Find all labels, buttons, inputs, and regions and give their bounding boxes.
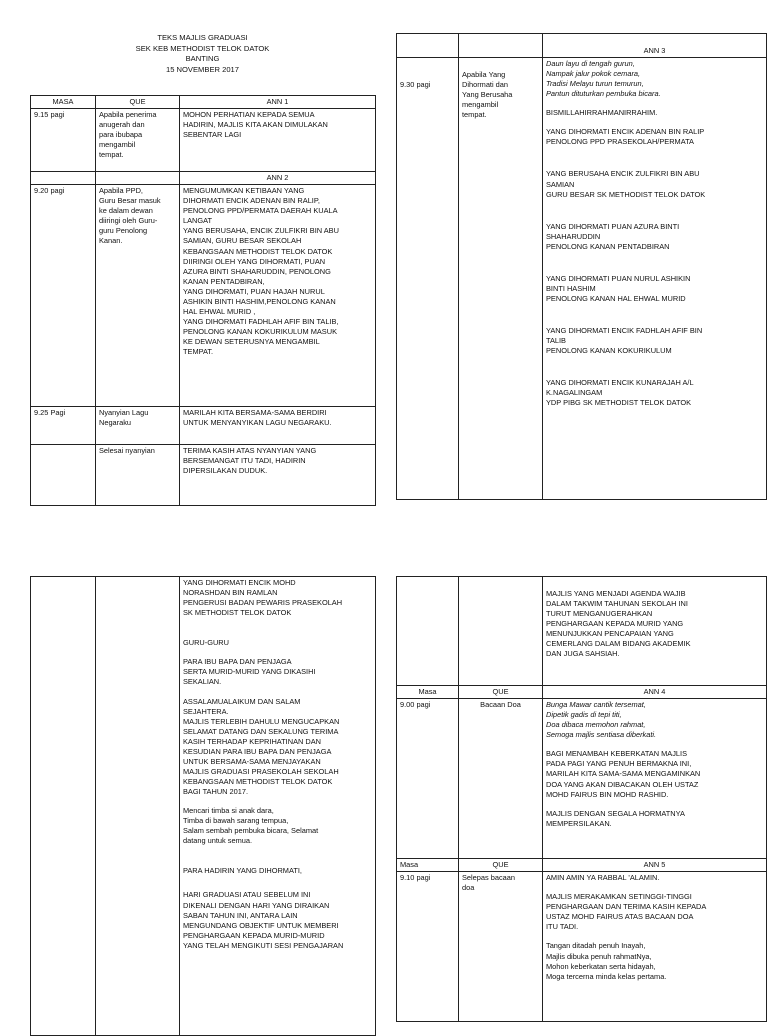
col-masa: Masa: [397, 686, 459, 699]
cell-masa: 9.20 pagi: [31, 185, 96, 407]
paragraph: YANG DIHORMATI ENCIK FADHLAH AFIF BIN TALIB PENOLONG KANAN KOKURIKULUM: [546, 326, 703, 356]
table-row: [31, 185, 376, 407]
col-masa: MASA: [31, 96, 96, 109]
paragraph: PARA HADIRIN YANG DIHORMATI,: [183, 866, 302, 876]
pantun: Bunga Mawar cantik tersemat, Dipetik gadis di tepi titi, Doa dibaca memohon rahmat, Semoga majlis sentiasa diberkati.: [546, 700, 657, 740]
paragraph: YANG DIHORMATI ENCIK MOHD NORASHDAN BIN RAMLAN PENGERUSI BADAN PEWARIS PRASEKOLAH SK METHODIST TELOK DATOK: [183, 578, 343, 618]
cell-que: Selesai nyanyian: [96, 445, 180, 506]
table-row: [31, 109, 376, 172]
col-ann5: ANN 5: [543, 859, 767, 872]
cell-ann: TERIMA KASIH ATAS NYANYIAN YANG BERSEMANGAT ITU TADI, HADIRIN DIPERSILAKAN DUDUK.: [180, 445, 376, 506]
cell-ann: MAJLIS YANG MENJADI AGENDA WAJIB DALAM TAKWIM TAHUNAN SEKOLAH INI TURUT MENGANUGERAHKAN PENGHARGAAN KEPADA MURID YANG MENUNJUKKAN PENCAPAIAN YANG CEMERLANG DALAM BIDANG AKADEMIK DAN JUGA SAHSIAH.: [543, 577, 767, 686]
table-row: [397, 577, 767, 686]
cell-ann: MENGUMUMKAN KETIBAAN YANG DIHORMATI ENCIK ADENAN BIN RALIP, PENOLONG PPD/PERMATA DAERAH KUALA LANGAT YANG BERUSAHA, ENCIK ZULFIKRI BIN ABU SAMIAN, GURU BESAR SEKOLAH KEBANGSAAN METHODIST TELOK DATOK DIIRINGI OLEH YANG DIHORMATI, PUAN AZURA BINTI SHAHARUDDIN, PENOLONG KANAN PENTADBIRAN, YANG DIHORMATI, PUAN HAJAH NURUL ASHIKIN BINTI HASHIM,PENOLONG KANAN HAL EHWAL MURID , YANG DIHORMATI FADHLAH AFIF BIN TALIB, PENOLONG KANAN KOKURIKULUM MASUK KE DEWAN SETERUSNYA MENGAMBIL TEMPAT.: [180, 185, 376, 407]
col-ann1: ANN 1: [180, 96, 376, 109]
paragraph: YANG DIHORMATI ENCIK ADENAN BIN RALIP PENOLONG PPD PRASEKOLAH/PERMATA: [546, 127, 705, 147]
paragraph: MAJLIS DENGAN SEGALA HORMATNYA MEMPERSILAKAN.: [546, 808, 685, 828]
header-town: BANTING: [185, 54, 220, 64]
paragraph: YANG DIHORMATI ENCIK KUNARAJAH A/L K.NAGALINGAM YDP PIBG SK METHODIST TELOK DATOK: [546, 378, 694, 408]
document-header: [30, 33, 375, 76]
col-ann3: ANN 3: [543, 34, 767, 58]
table-header-row: [31, 96, 376, 109]
paragraph: YANG DIHORMATI PUAN NURUL ASHIKIN BINTI HASHIM PENOLONG KANAN HAL EHWAL MURID: [546, 273, 691, 303]
table-header-row: [397, 34, 767, 58]
schedule-table-4: [396, 576, 767, 1022]
col-que: QUE: [96, 96, 180, 109]
table-row: [397, 58, 767, 500]
cell-ann: [180, 577, 376, 1036]
table-header-row: [397, 859, 767, 872]
schedule-table-3: [30, 576, 376, 1036]
cell-ann: [543, 699, 767, 859]
paragraph: BISMILLAHIRRAHMANIRRAHIM.: [546, 108, 658, 118]
pantun: Daun layu di tengah gurun, Nampak jalur pokok cemara, Tradisi Melayu turun temurun, Pantun dituturkan pembuka bicara.: [546, 59, 661, 99]
table-header-row: [397, 686, 767, 699]
col-ann4: ANN 4: [543, 686, 767, 699]
table-row: [31, 577, 376, 1036]
cell-masa: 9.10 pagi: [397, 872, 459, 1022]
table-row: [31, 407, 376, 445]
cell-masa: 9.25 Pagi: [31, 407, 96, 445]
paragraph: YANG BERUSAHA ENCIK ZULFIKRI BIN ABU SAMIAN GURU BESAR SK METHODIST TELOK DATOK: [546, 169, 706, 199]
cell-que: Apabila PPD, Guru Besar masuk ke dalam dewan diiringi oleh Guru- guru Penolong Kanan.: [96, 185, 180, 407]
col-masa: Masa: [397, 859, 459, 872]
cell-masa: 9.00 pagi: [397, 699, 459, 859]
cell-ann: [543, 58, 767, 500]
col-que: QUE: [459, 859, 543, 872]
cell-ann: MARILAH KITA BERSAMA-SAMA BERDIRI UNTUK MENYANYIKAN LAGU NEGARAKU.: [180, 407, 376, 445]
header-title: TEKS MAJLIS GRADUASI: [157, 33, 248, 42]
paragraph: AMIN AMIN YA RABBAL 'ALAMIN.: [546, 873, 660, 883]
paragraph: GURU-GURU: [183, 638, 229, 648]
cell-que: Selepas bacaan doa: [459, 872, 543, 1022]
table-row: [31, 445, 376, 506]
paragraph: PARA IBU BAPA DAN PENJAGA SERTA MURID-MURID YANG DIKASIHI SEKALIAN.: [183, 657, 316, 687]
schedule-table-2: [396, 33, 767, 500]
table-row: [397, 872, 767, 1022]
cell-masa: 9.15 pagi: [31, 109, 96, 172]
paragraph: Tangan ditadah penuh Inayah, Majlis dibuka penuh rahmatNya, Mohon keberkatan serta hidayah, Moga tercerna minda kelas pertama.: [546, 941, 667, 981]
col-ann2: ANN 2: [180, 172, 376, 185]
cell-ann: MOHON PERHATIAN KEPADA SEMUA HADIRIN, MAJLIS KITA AKAN DIMULAKAN SEBENTAR LAGI: [180, 109, 376, 172]
cell-que: Bacaan Doa: [459, 699, 543, 859]
paragraph: ASSALAMUALAIKUM DAN SALAM SEJAHTERA. MAJLIS TERLEBIH DAHULU MENGUCAPKAN SELAMAT DATANG DAN SEKALUNG TERIMA KASIH TERHADAP KEPRIHATINAN DAN KESUDIAN PARA IBU BAPA DAN PENJAGA UNTUK BERSAMA-SAMA MENJAYAKAN MAJLIS GRADUASI PRASEKOLAH SEKOLAH KEBANGSAAN METHODIST TELOK DATOK BAGI TAHUN 2017.: [183, 696, 340, 797]
header-date: 15 NOVEMBER 2017: [165, 64, 240, 74]
col-que: QUE: [459, 686, 543, 699]
paragraph: BAGI MENAMBAH KEBERKATAN MAJLIS PADA PAGI YANG PENUH BERMAKNA INI, MARILAH KITA SAMA-SAMA MENGAMINKAN DOA YANG AKAN DIBACAKAN OLEH USTAZ MOHD FAIRUS BIN MOHD RASHID.: [546, 749, 701, 799]
ann-header-row: [31, 172, 376, 185]
paragraph: HARI GRADUASI ATAU SEBELUM INI DIKENALI DENGAN HARI YANG DIRAIKAN SABAN TAHUN INI, ANTARA LAIN MENGUNDANG OBJEKTIF UNTUK MEMBERI PENGHARGAAN KEPADA MURID-MURID YANG TELAH MENGIKUTI SESI PENGAJARAN: [183, 890, 344, 950]
header-school: SEK KEB METHODIST TELOK DATOK: [135, 43, 270, 53]
paragraph: Mencari timba si anak dara, Timba di bawah sarang tempua, Salam sembah pembuka bicara, Selamat datang untuk semua.: [183, 806, 319, 846]
cell-ann: [543, 872, 767, 1022]
schedule-table-1: [30, 95, 376, 506]
paragraph: YANG DIHORMATI PUAN AZURA BINTI SHAHARUDDIN PENOLONG KANAN PENTADBIRAN: [546, 221, 680, 251]
cell-que: Nyanyian Lagu Negaraku: [96, 407, 180, 445]
paragraph: MAJLIS MERAKAMKAN SETINGGI-TINGGI PENGHARGAAN DAN TERIMA KASIH KEPADA USTAZ MOHD FAIRUS ATAS BACAAN DOA ITU TADI.: [546, 892, 707, 932]
cell-que: Apabila penerima anugerah dan para ibubapa mengambil tempat.: [96, 109, 180, 172]
cell-masa: 9.30 pagi: [397, 58, 459, 500]
cell-que: Apabila Yang Dihormati dan Yang Berusaha mengambil tempat.: [459, 58, 543, 500]
table-row: [397, 699, 767, 859]
